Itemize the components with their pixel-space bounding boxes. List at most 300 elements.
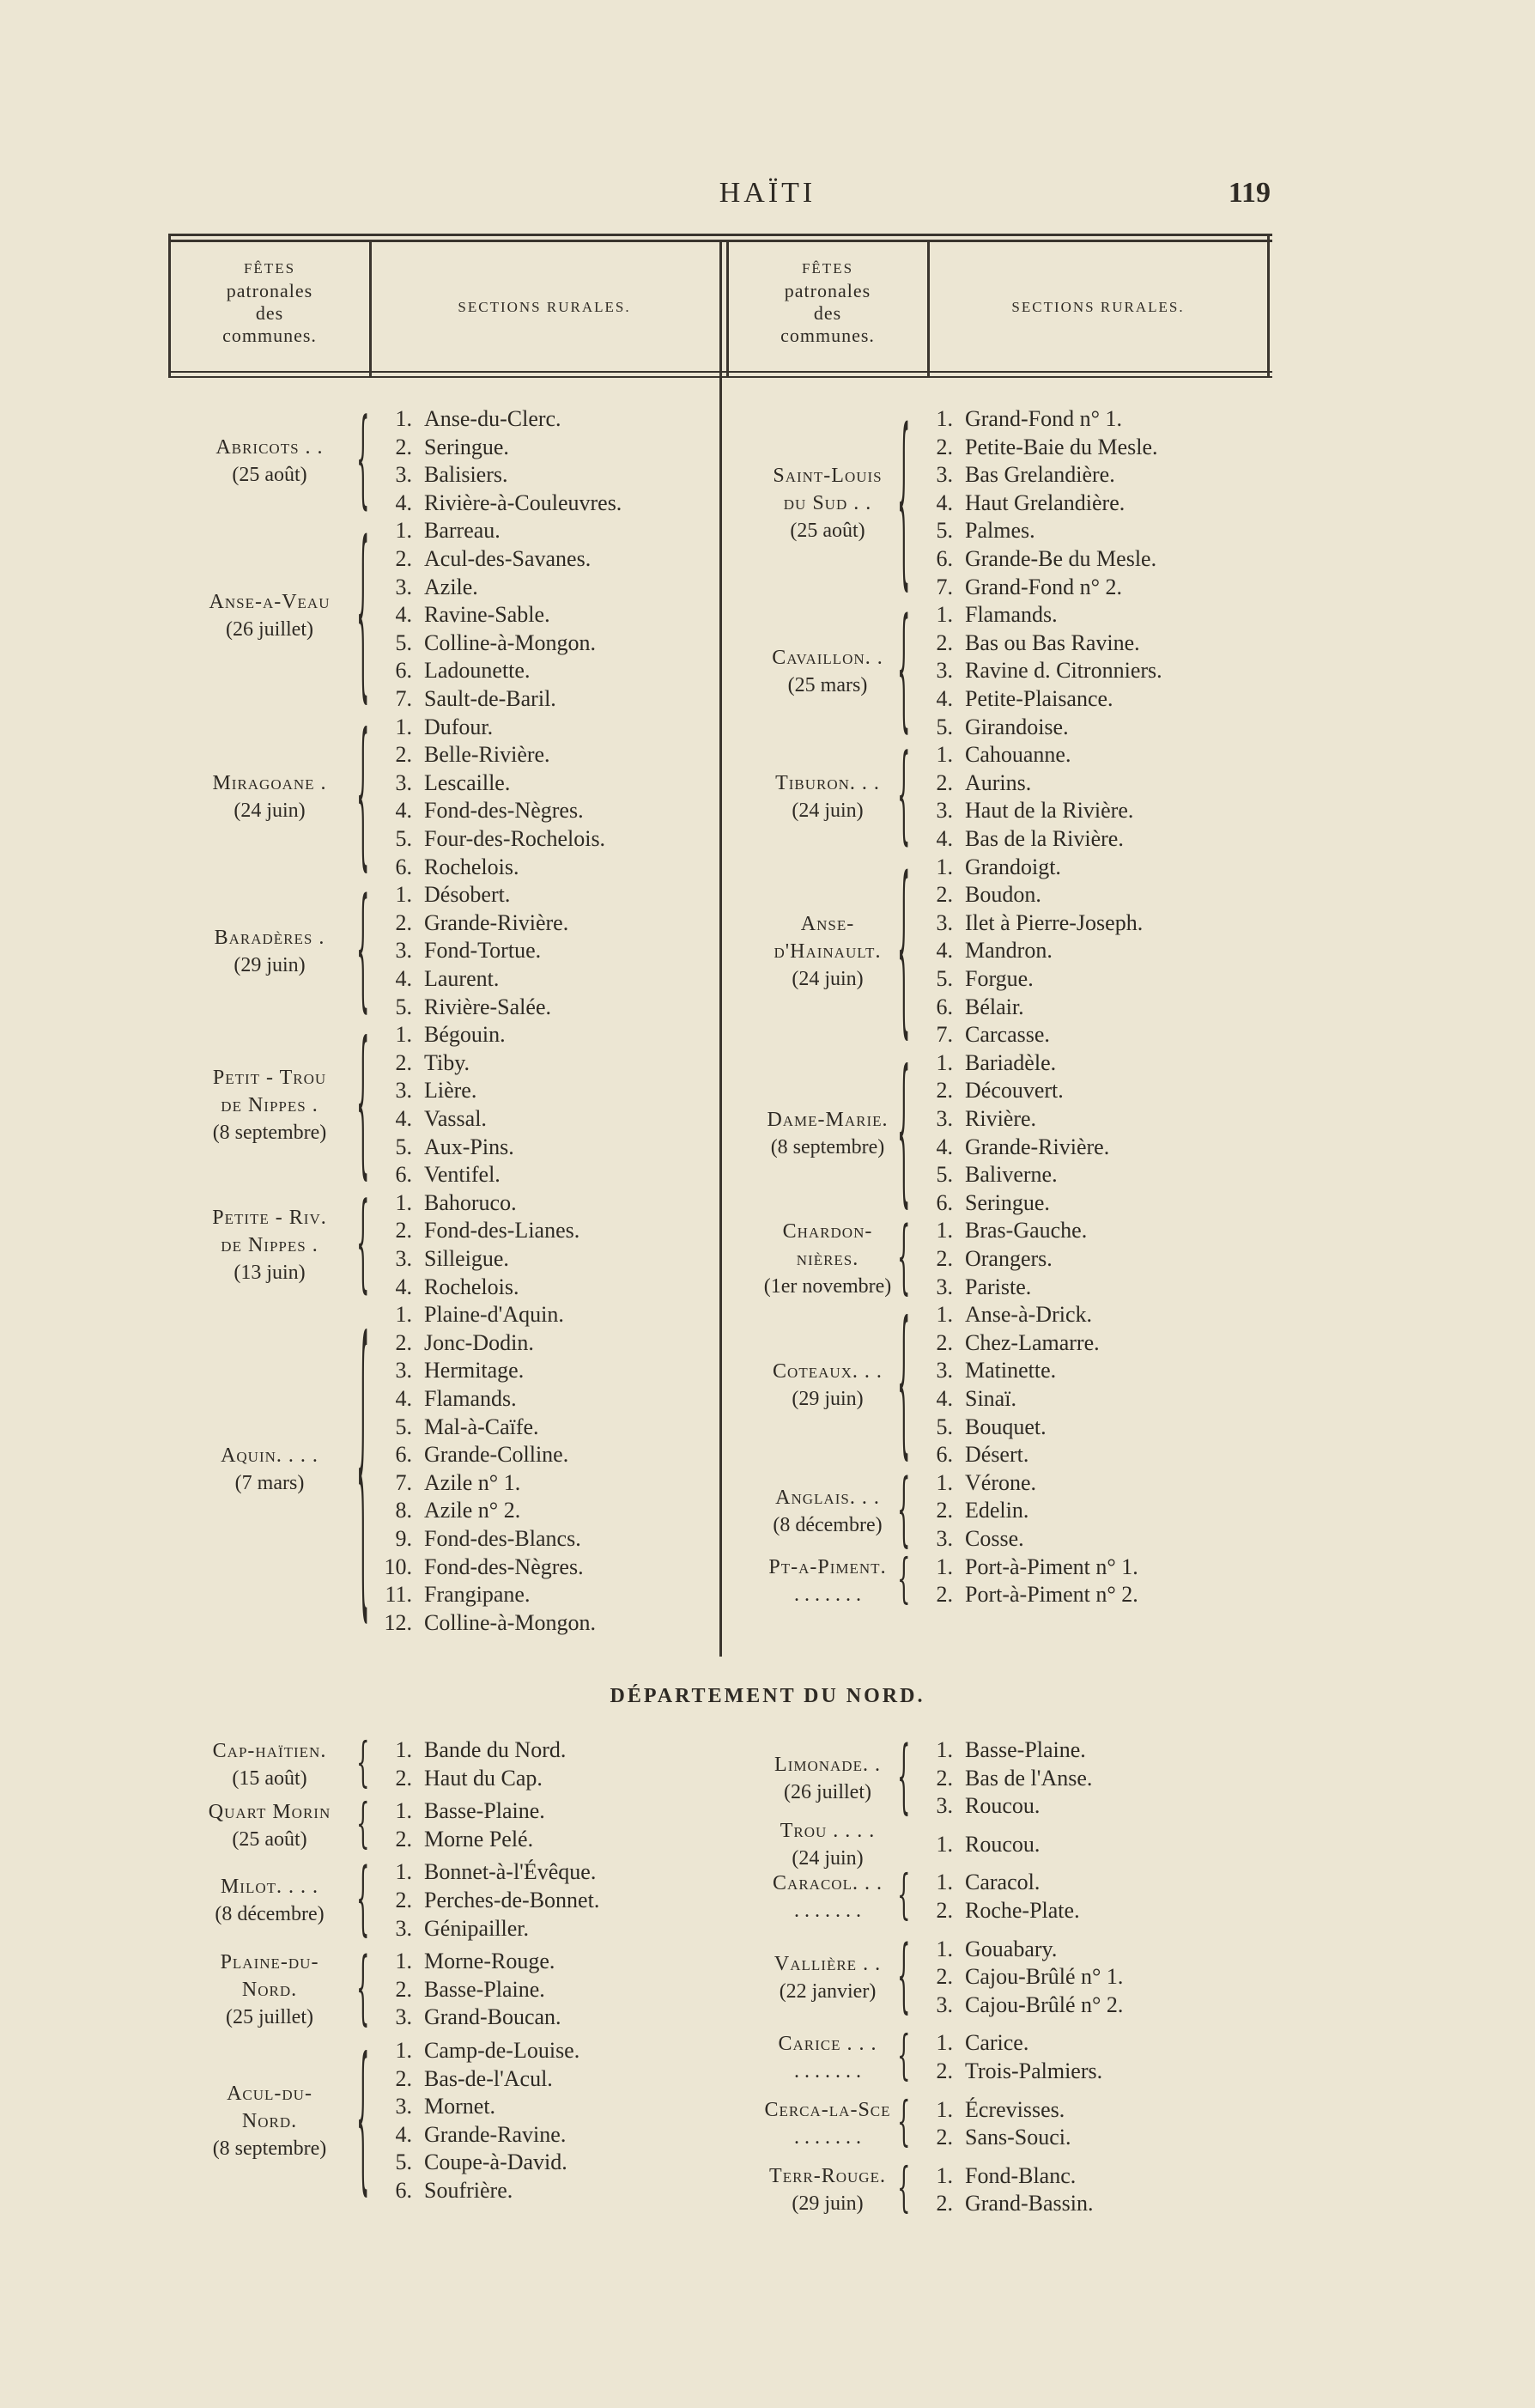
rural-section — [915, 1077, 1109, 1105]
section-name: Roucou. — [965, 1793, 1041, 1819]
section-name: Fond-des-Nègres. — [424, 1554, 584, 1579]
feast-date: (24 juin) — [234, 800, 306, 823]
section-number: 1. — [395, 714, 412, 739]
commune-name-block — [172, 1731, 370, 1794]
rural-section — [374, 1976, 561, 2004]
brace-glyph: { — [897, 734, 911, 857]
section-number: 3. — [395, 1078, 412, 1104]
rural-section — [374, 909, 568, 938]
section-number: 2. — [395, 434, 412, 459]
section-number: 5. — [395, 2150, 412, 2175]
section-name: Mal-à-Caïfe. — [424, 1414, 539, 1439]
section-number: 1. — [936, 1831, 953, 1857]
section-number: 3. — [936, 1991, 953, 2017]
section-name: Désobert. — [424, 882, 511, 908]
section-number: 1. — [936, 1936, 953, 1961]
col-divider-center-2 — [726, 240, 729, 376]
commune-name: de Nippes . — [221, 1094, 319, 1116]
section-name: Bas de la Rivière. — [965, 825, 1124, 851]
section-name: Basse-Plaine. — [424, 1976, 545, 2002]
feast-date: (29 juin) — [792, 2192, 864, 2216]
section-number: 1. — [395, 1798, 412, 1824]
section-number: 7. — [936, 574, 953, 599]
rural-sections-list — [915, 1301, 1100, 1469]
rural-section — [374, 1161, 514, 1189]
rural-section — [374, 685, 596, 714]
section-name: Grand-Bassin. — [965, 2191, 1094, 2216]
section-name: Bariadèle. — [965, 1049, 1057, 1075]
section-name: Frangipane. — [424, 1582, 531, 1608]
section-name: Sinaï. — [965, 1385, 1016, 1411]
section-number: 1. — [936, 406, 953, 431]
rural-section — [915, 1869, 1080, 1897]
section-name: Ravine d. Citronniers. — [965, 658, 1162, 684]
rural-section — [915, 1329, 1100, 1358]
rural-sections-list — [374, 1021, 514, 1189]
commune-name-block — [730, 910, 925, 993]
rural-section — [374, 1581, 596, 1609]
section-number: 5. — [395, 1134, 412, 1159]
rural-section — [915, 1792, 1092, 1821]
feast-date: (7 mars) — [234, 1471, 305, 1494]
section-name: Haut Grelandière. — [965, 490, 1125, 515]
rural-section — [915, 2190, 1093, 2218]
section-number: 2. — [395, 909, 412, 935]
rural-sections-list — [374, 2037, 579, 2205]
rural-section — [374, 1826, 545, 1854]
rural-section — [374, 1858, 599, 1887]
commune-name-block — [172, 434, 367, 489]
col-head-fetes-left — [172, 258, 367, 347]
section-number: 3. — [936, 1525, 953, 1551]
section-name: Bonnet-à-l'Évêque. — [424, 1859, 597, 1885]
rural-section — [374, 2065, 579, 2094]
section-number: 3. — [936, 1105, 953, 1131]
section-number: 1. — [395, 1737, 412, 1762]
section-number: 3. — [936, 1793, 953, 1819]
commune-name: Nord. — [241, 1979, 298, 2002]
section-number: 5. — [936, 965, 953, 991]
commune-name: Caracol. . . — [773, 1872, 883, 1894]
section-name: Colline-à-Mongon. — [424, 629, 597, 655]
section-name: Fond-des-Lianes. — [424, 1218, 580, 1244]
section-name: Four-des-Rochelois. — [424, 825, 606, 851]
rural-section — [374, 1765, 566, 1793]
feast-date: . . . . . . . — [794, 2126, 861, 2150]
section-number: 2. — [395, 1765, 412, 1791]
section-name: Girandoise. — [965, 714, 1069, 739]
head-word: patronales — [226, 280, 313, 301]
commune-name: Chardon- — [782, 1220, 873, 1244]
rural-sections-list — [915, 1469, 1036, 1554]
rural-section — [374, 461, 622, 490]
section-number: 1. — [936, 854, 953, 879]
section-name: Caracol. — [965, 1870, 1041, 1895]
section-number: 6. — [936, 1442, 953, 1468]
rural-section — [374, 1245, 579, 1274]
rural-section — [915, 1021, 1143, 1049]
commune-name: Cavaillon. . — [772, 646, 883, 669]
commune-name: Nord. — [241, 2109, 298, 2132]
section-number: 3. — [936, 798, 953, 824]
section-number: 3. — [395, 1915, 412, 1941]
section-name: Ladounette. — [424, 658, 531, 684]
rural-section — [915, 574, 1158, 602]
col-head-sections-left: SECTIONS RURALES. — [458, 299, 631, 315]
brace-glyph: { — [897, 1211, 911, 1304]
section-name: Ravine-Sable. — [424, 602, 550, 628]
rural-section — [915, 1963, 1123, 1991]
head-word: FÊTES — [801, 260, 854, 277]
commune-name-block — [172, 588, 367, 643]
section-number: 2. — [936, 1582, 953, 1608]
rural-sections-list — [915, 1049, 1109, 1218]
commune-name: Vallière . . — [774, 1952, 882, 1975]
section-number: 5. — [936, 518, 953, 544]
rural-section — [374, 1736, 566, 1765]
section-number: 11. — [385, 1582, 412, 1608]
commune-name: Coteaux. . . — [773, 1360, 883, 1383]
commune-name: Anse- — [800, 912, 855, 935]
section-name: Fond-Blanc. — [965, 2162, 1077, 2188]
section-number: 1. — [936, 602, 953, 628]
commune-name: Limonade. . — [774, 1753, 881, 1776]
rural-section — [915, 490, 1158, 518]
commune-name-block — [730, 644, 925, 699]
rural-sections-list — [915, 2029, 1102, 2085]
rural-section — [374, 1105, 514, 1134]
section-number: 3. — [395, 1245, 412, 1271]
brace-glyph: { — [356, 703, 370, 888]
rural-sections-list — [374, 1948, 561, 2032]
rural-section — [374, 1441, 596, 1469]
feast-date: (25 août) — [790, 520, 865, 543]
table-border-right — [1267, 234, 1270, 376]
commune-name: Trou . . . . — [780, 1820, 876, 1843]
section-name: Palmes. — [965, 518, 1035, 544]
section-name: Azile n° 2. — [424, 1498, 521, 1523]
rural-section — [915, 854, 1143, 882]
rural-sections-list — [915, 2162, 1093, 2218]
section-name: Bas Grelandière. — [965, 462, 1115, 488]
feast-date: (25 juillet) — [226, 2006, 313, 2029]
rural-section — [374, 2004, 561, 2032]
rural-section — [374, 741, 605, 769]
rural-section — [915, 1301, 1100, 1329]
rural-section — [374, 1525, 596, 1554]
rural-section — [374, 1329, 596, 1358]
section-number: 4. — [395, 965, 412, 991]
rural-section — [374, 1948, 561, 1976]
section-number: 6. — [936, 1189, 953, 1215]
section-number: 4. — [936, 825, 953, 851]
section-number: 1. — [936, 1870, 953, 1895]
section-name: Lière. — [424, 1078, 477, 1104]
section-name: Carice. — [965, 2030, 1029, 2056]
section-number: 5. — [395, 825, 412, 851]
section-name: Mornet. — [424, 2094, 496, 2119]
brace-glyph: { — [897, 593, 911, 746]
feast-date: (26 juillet) — [226, 617, 313, 641]
rural-section — [915, 965, 1143, 994]
rural-section — [915, 1217, 1087, 1245]
rural-section — [374, 1134, 514, 1162]
commune-name: Milot. . . . — [220, 1876, 319, 1899]
section-name: Roucou. — [965, 1831, 1041, 1857]
rural-sections-list — [374, 1736, 566, 1792]
section-name: Grande-Be du Mesle. — [965, 545, 1157, 571]
head-word: des — [255, 302, 284, 324]
head-word: patronales — [784, 280, 871, 301]
section-number: 2. — [936, 434, 953, 459]
rural-sections-list — [374, 1301, 596, 1637]
section-name: Grand-Fond n° 2. — [965, 574, 1122, 599]
section-number: 4. — [936, 1134, 953, 1159]
commune-name-block — [172, 1942, 370, 2034]
rural-section — [915, 994, 1143, 1022]
section-number: 5. — [936, 1414, 953, 1439]
commune-name-block — [730, 1751, 925, 1806]
rural-section — [374, 1497, 596, 1525]
feast-date: (24 juin) — [792, 967, 864, 990]
rural-sections-list — [915, 741, 1133, 853]
feast-date: (22 janvier) — [779, 1979, 877, 2003]
section-number: 3. — [395, 574, 412, 599]
col-divider-3 — [927, 240, 930, 376]
brace-glyph: { — [356, 1852, 370, 1945]
section-number: 3. — [395, 1358, 412, 1383]
rural-section — [915, 1765, 1092, 1793]
section-number: 1. — [936, 2096, 953, 2122]
feast-date: (8 décembre) — [215, 1903, 325, 1926]
section-name: Fond-des-Nègres. — [424, 798, 584, 824]
section-name: Acul-des-Savanes. — [424, 545, 592, 571]
rural-section — [915, 657, 1162, 685]
section-number: 6. — [395, 1162, 412, 1188]
section-name: Rochelois. — [424, 1274, 519, 1299]
section-number: 2. — [395, 1049, 412, 1075]
rural-sections-list — [915, 1736, 1092, 1821]
commune-name: Abricots . . — [215, 436, 324, 459]
feast-date: (13 juin) — [234, 1262, 306, 1284]
brace-glyph: { — [356, 2027, 370, 2211]
feast-date: (26 juillet) — [784, 1780, 871, 1803]
section-name: Fond-des-Blancs. — [424, 1525, 581, 1551]
section-number: 5. — [936, 1162, 953, 1188]
section-number: 1. — [936, 1302, 953, 1328]
rural-sections-list — [915, 1936, 1123, 2020]
rural-section — [915, 769, 1133, 798]
section-number: 2. — [936, 1765, 953, 1791]
head-word: FÊTES — [243, 260, 296, 277]
rural-sections-list — [915, 1869, 1080, 1925]
rural-section — [915, 1736, 1092, 1765]
rural-section — [915, 1497, 1036, 1525]
brace-glyph: { — [356, 1182, 370, 1305]
feast-date: (8 septembre) — [212, 2137, 327, 2160]
feast-date: (29 juin) — [792, 1388, 864, 1410]
section-number: 12. — [384, 1609, 412, 1635]
section-name: Écrevisses. — [965, 2096, 1065, 2122]
brace-glyph: { — [897, 2025, 911, 2087]
rural-section — [374, 1385, 596, 1414]
rural-section — [374, 1189, 579, 1218]
section-number: 1. — [395, 518, 412, 544]
section-name: Azile. — [424, 574, 478, 599]
section-number: 4. — [395, 1105, 412, 1131]
rural-sections-list — [374, 1189, 579, 1301]
section-name: Cosse. — [965, 1525, 1024, 1551]
section-name: Rivière-Salée. — [424, 994, 551, 1019]
section-number: 2. — [936, 1498, 953, 1523]
feast-date: (29 juin) — [234, 953, 306, 976]
rural-section — [915, 517, 1158, 545]
commune-name: Petit - Trou — [212, 1067, 327, 1089]
section-name: Orangers. — [965, 1245, 1053, 1271]
section-name: Bahoruco. — [424, 1189, 517, 1215]
brace-glyph: { — [356, 398, 370, 521]
commune-name-block — [730, 1358, 925, 1413]
feast-date: (25 août) — [232, 464, 307, 487]
commune-name: de Nippes . — [221, 1234, 319, 1256]
section-name: Jonc-Dodin. — [424, 1329, 534, 1355]
section-name: Basse-Plaine. — [965, 1737, 1086, 1762]
col-divider-1 — [369, 240, 372, 376]
section-name: Bras-Gauche. — [965, 1218, 1088, 1244]
section-number: 3. — [936, 462, 953, 488]
rural-sections-list — [915, 1217, 1087, 1301]
rural-section — [915, 937, 1143, 965]
section-name: Vérone. — [965, 1469, 1037, 1495]
feast-date: . . . . . . . — [794, 2060, 861, 2083]
rural-section — [915, 2096, 1071, 2125]
section-number: 1. — [395, 882, 412, 908]
section-name: Rivière-à-Couleuvres. — [424, 490, 622, 515]
rural-section — [915, 2029, 1102, 2058]
rural-sections-list — [374, 517, 596, 713]
rural-section — [374, 574, 596, 602]
commune-name: Cerca-la-Sce — [764, 2099, 891, 2122]
rural-section — [915, 405, 1158, 434]
section-number: 4. — [395, 602, 412, 628]
section-number: 4. — [395, 490, 412, 515]
commune-name-block — [730, 462, 925, 544]
section-number: 3. — [936, 1358, 953, 1383]
section-name: Bas ou Bas Ravine. — [965, 629, 1140, 655]
rural-section — [915, 1554, 1138, 1582]
section-name: Bande du Nord. — [424, 1737, 567, 1762]
section-name: Ilet à Pierre-Joseph. — [965, 909, 1144, 935]
brace-glyph: { — [897, 1730, 911, 1823]
rural-section — [374, 714, 605, 742]
rural-section — [374, 1915, 599, 1943]
section-name: Cahouanne. — [965, 742, 1071, 768]
rural-section — [374, 434, 622, 462]
rural-section — [374, 854, 605, 882]
section-name: Seringue. — [965, 1189, 1050, 1215]
section-name: Ventifel. — [424, 1162, 501, 1188]
commune-name: Carice . . . — [778, 2033, 877, 2055]
rural-section — [374, 1301, 596, 1329]
commune-name-block — [730, 1484, 925, 1539]
rural-section — [374, 657, 596, 685]
section-number: 1. — [936, 1049, 953, 1075]
rural-section — [915, 1134, 1109, 1162]
brace-glyph: { — [897, 1463, 911, 1556]
feast-date: . . . . . . . — [794, 1900, 861, 1922]
section-name: Bas de l'Anse. — [965, 1765, 1093, 1791]
section-name: Roche-Plate. — [965, 1897, 1080, 1923]
head-word: communes. — [780, 325, 875, 346]
brace-glyph: { — [356, 1731, 370, 1794]
col-head-fetes-right — [730, 258, 925, 347]
section-number: 5. — [395, 994, 412, 1019]
section-number: 1. — [936, 742, 953, 768]
section-name: Génipailler. — [424, 1915, 530, 1941]
section-number: 4. — [936, 490, 953, 515]
section-name: Grand-Boucan. — [424, 2004, 561, 2030]
rural-section — [374, 517, 596, 545]
commune-name: Quart Morin — [208, 1800, 331, 1823]
section-number: 3. — [936, 658, 953, 684]
section-name: Haut du Cap. — [424, 1765, 543, 1791]
commune-name: Petite - Riv. — [212, 1207, 327, 1229]
section-number: 2. — [395, 2065, 412, 2091]
section-name: Tiby. — [424, 1049, 470, 1075]
section-number: 2. — [936, 882, 953, 908]
section-name: Matinette. — [965, 1358, 1057, 1383]
section-number: 2. — [395, 1887, 412, 1912]
section-name: Grand-Fond n° 1. — [965, 406, 1122, 431]
section-number: 6. — [395, 658, 412, 684]
section-name: Lescaille. — [424, 769, 511, 795]
brace-glyph: { — [897, 1864, 911, 1926]
section-name: Grande-Colline. — [424, 1442, 569, 1468]
commune-name-block — [172, 769, 367, 824]
rural-section — [915, 685, 1162, 714]
feast-date: (8 septembre) — [770, 1135, 885, 1158]
rural-section — [915, 714, 1162, 742]
section-number: 6. — [936, 994, 953, 1019]
section-number: 1. — [395, 1859, 412, 1885]
commune-name: Aquin. . . . — [221, 1444, 319, 1467]
commune-name: Dame-Marie. — [767, 1108, 889, 1131]
section-name: Hermitage. — [424, 1358, 525, 1383]
rural-section — [374, 1469, 596, 1498]
rural-section — [915, 601, 1162, 629]
section-name: Petite-Baie du Mesle. — [965, 434, 1158, 459]
section-name: Plaine-d'Aquin. — [424, 1302, 564, 1328]
commune-name: nières. — [796, 1248, 859, 1271]
rural-section — [374, 1049, 514, 1078]
rural-section — [374, 2149, 579, 2177]
section-name: Port-à-Piment n° 1. — [965, 1554, 1138, 1579]
section-number: 3. — [936, 909, 953, 935]
commune-name-block — [730, 1817, 925, 1872]
commune-name-block — [730, 2091, 925, 2153]
feast-date: (8 décembre) — [773, 1513, 883, 1536]
commune-name: Plaine-du- — [220, 1951, 319, 1974]
rural-sections-list — [374, 714, 605, 882]
section-number: 1. — [936, 1469, 953, 1495]
page-title: HAÏTI — [719, 177, 816, 209]
rural-sections-list — [915, 2096, 1071, 2152]
page-number: 119 — [1228, 177, 1271, 209]
section-name: Morne Pelé. — [424, 1826, 534, 1852]
section-number: 7. — [395, 685, 412, 711]
section-name: Aux-Pins. — [424, 1134, 514, 1159]
brace-glyph: { — [897, 1291, 911, 1476]
